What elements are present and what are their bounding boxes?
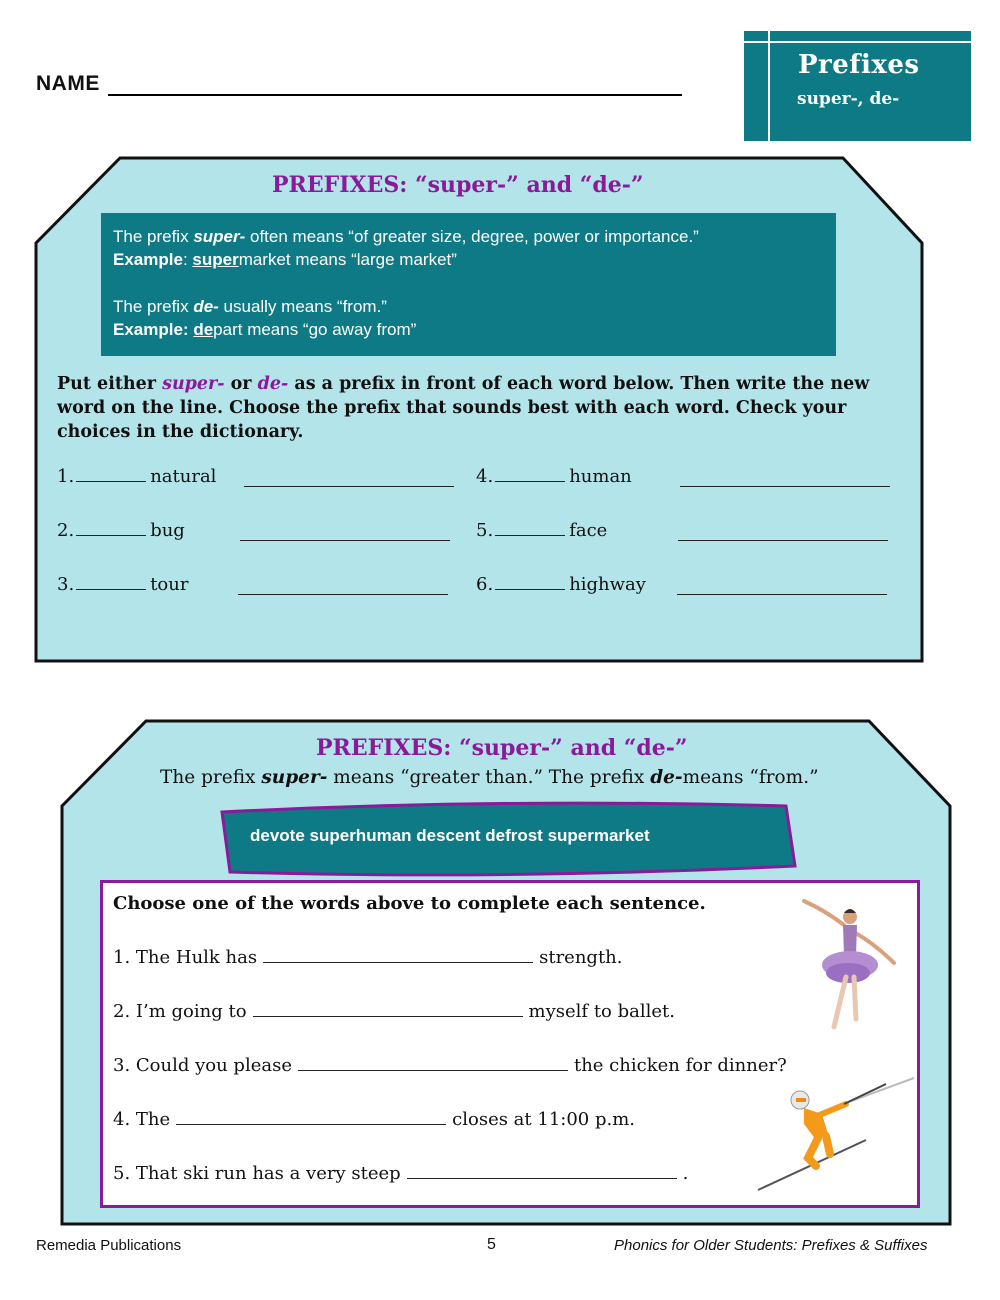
prefix-blank[interactable] xyxy=(495,521,565,536)
answer-line[interactable] xyxy=(240,540,450,541)
footer-publisher: Remedia Publications xyxy=(36,1237,182,1254)
exercise-item: 4. human xyxy=(476,466,632,487)
prefix-blank[interactable] xyxy=(76,575,146,590)
name-label: NAME xyxy=(36,72,100,95)
prefix-blank[interactable] xyxy=(76,521,146,536)
sentence-blank[interactable] xyxy=(298,1056,568,1071)
word-bank: devote superhuman descent defrost supermarket xyxy=(250,826,650,845)
sentence-item: 4. The closes at 11:00 p.m. xyxy=(113,1109,635,1130)
skier-image xyxy=(756,1074,916,1194)
footer-book-title: Phonics for Older Students: Prefixes & Suffixes xyxy=(614,1237,928,1254)
prefix-blank[interactable] xyxy=(495,575,565,590)
prefix-blank[interactable] xyxy=(76,467,146,482)
example-de: Example: depart means “go away from” xyxy=(113,320,417,339)
example-super: Example: supermarket means “large market” xyxy=(113,250,457,269)
prefix-blank[interactable] xyxy=(495,467,565,482)
sentence-blank[interactable] xyxy=(253,1002,523,1017)
exercise-item: 5. face xyxy=(476,520,608,541)
answer-line[interactable] xyxy=(677,594,887,595)
section2-heading: PREFIXES: “super-” and “de-” xyxy=(316,735,688,761)
section1-heading: PREFIXES: “super-” and “de-” xyxy=(272,172,644,198)
definition-box xyxy=(101,213,836,356)
sentence-prompt: Choose one of the words above to complete each sentence. xyxy=(113,893,706,914)
answer-line[interactable] xyxy=(680,486,890,487)
exercise-item: 1. natural xyxy=(57,466,217,487)
sentence-item: 5. That ski run has a very steep . xyxy=(113,1163,689,1184)
footer-page-number: 5 xyxy=(487,1236,496,1253)
exercise-item: 2. bug xyxy=(57,520,185,541)
topic-subtitle: super-, de- xyxy=(797,89,900,109)
definition-de: The prefix de- usually means “from.” xyxy=(113,297,387,316)
sentence-item: 3. Could you please the chicken for dinner? xyxy=(113,1055,787,1076)
sentence-blank[interactable] xyxy=(263,948,533,963)
section1-instructions: Put either super- or de- as a prefix in front of each word below. Then write the new word on the line. Choose the prefix that sounds best with each word. Check your choices in the dictionary. xyxy=(57,374,870,442)
sentence-blank[interactable] xyxy=(176,1110,446,1125)
section2-subheading: The prefix super- means “greater than.” The prefix de-means “from.” xyxy=(160,767,819,788)
exercise-item: 3. tour xyxy=(57,574,189,595)
answer-line[interactable] xyxy=(238,594,448,595)
definition-super: The prefix super- often means “of greater size, degree, power or importance.” xyxy=(113,227,699,246)
sentence-item: 1. The Hulk has strength. xyxy=(113,947,623,968)
exercise-item: 6. highway xyxy=(476,574,646,595)
sentence-item: 2. I’m going to myself to ballet. xyxy=(113,1001,675,1022)
sentence-blank[interactable] xyxy=(407,1164,677,1179)
ballerina-image xyxy=(786,893,906,1033)
answer-line[interactable] xyxy=(244,486,454,487)
answer-line[interactable] xyxy=(678,540,888,541)
topic-title: Prefixes xyxy=(798,50,920,80)
